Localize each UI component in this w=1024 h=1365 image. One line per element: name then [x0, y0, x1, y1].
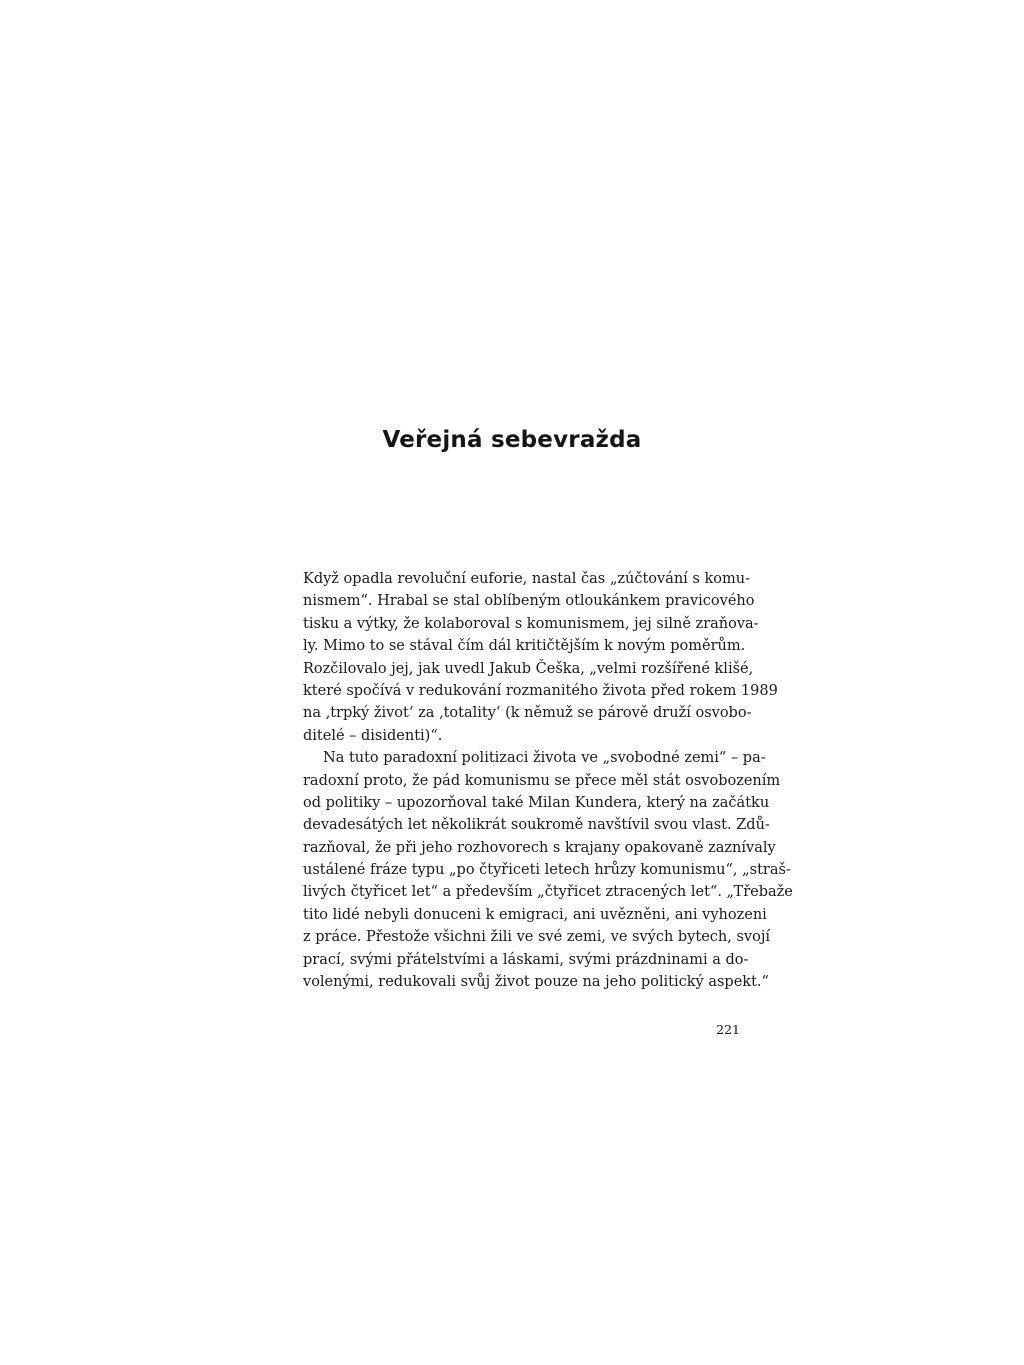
- text-line: tito lidé nebyli donuceni k emigraci, ani uvězněni, ani vyhozeni: [303, 906, 767, 923]
- text-line: Když opadla revoluční euforie, nastal čas „zúčtování s komu-: [303, 571, 750, 587]
- text-line: od politiky – upozorňoval také Milan Kundera, který na začátku: [303, 794, 770, 811]
- text-line: prací, svými přátelstvími a láskami, svými prázdninami a do-: [303, 951, 749, 968]
- page-number: 221: [716, 1022, 740, 1037]
- text-line: ly. Mimo to se stával čím dál kritičtějším k novým poměrům.: [303, 638, 746, 655]
- text-line: razňoval, že při jeho rozhovorech s krajany opakovaně zaznívaly: [303, 839, 776, 856]
- body-text: [303, 568, 793, 993]
- chapter-title: Veřejná sebevražda: [382, 427, 642, 453]
- text-line: ditelé – disidenti)“.: [303, 727, 443, 744]
- text-line: nismem“. Hrabal se stal oblíbeným otloukánkem pravicového: [303, 593, 755, 610]
- text-line: volenými, redukovali svůj život pouze na jeho politický aspekt.“: [303, 974, 769, 991]
- paragraph-1: [303, 568, 778, 747]
- text-line: na ‚trpký život‘ za ‚totality‘ (k němuž se párově druží osvobo-: [303, 705, 752, 722]
- text-line: ustálené fráze typu „po čtyřiceti letech hrůzy komunismu“, „straš-: [303, 862, 791, 879]
- text-line: Rozčilovalo jej, jak uvedl Jakub Češka, „velmi rozšířené klišé,: [303, 660, 754, 677]
- text-line: devadesátých let několikrát soukromě navštívil svou vlast. Zdů-: [303, 817, 770, 834]
- text-line: které spočívá v redukování rozmanitého života před rokem 1989: [303, 682, 778, 699]
- text-line: radoxní proto, že pád komunismu se přece měl stát osvobozením: [303, 772, 781, 789]
- text-line: tisku a výtky, že kolaboroval s komunismem, jej silně zraňova-: [303, 615, 759, 632]
- text-line: Na tuto paradoxní politizaci života ve „svobodné zemi“ – pa-: [323, 750, 766, 767]
- paragraph-2: [303, 747, 793, 993]
- text-line: z práce. Přestože všichni žili ve své zemi, ve svých bytech, svojí: [303, 929, 770, 946]
- text-line: livých čtyřicet let“ a především „čtyřicet ztracených let“. „Třebaže: [303, 884, 793, 901]
